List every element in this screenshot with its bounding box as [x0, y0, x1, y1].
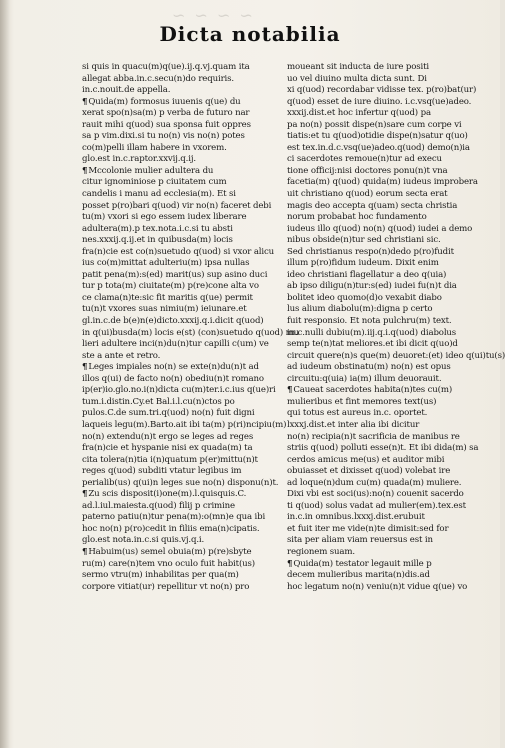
text-line: tur p tota(m) ciuitate(m) p(re)cone alta vo [82, 281, 259, 292]
text-line: decem mulieribus marita(n)dis.ad [287, 570, 430, 581]
text-line: cita tolera(n)tia i(n)quatum p(er)mittu(n)t [82, 454, 258, 465]
right-text-column [287, 62, 505, 593]
text-line: regionem suam. [287, 546, 355, 557]
text-line: lus alium diabolu(m):digna p certo [287, 304, 433, 315]
text-line: rauit mihi q(uod) sua sponsa fuit oppres [82, 119, 251, 130]
text-line: circuitu:q(uia) ia(m) illum deuorauit. [287, 373, 442, 384]
text-line: patit pena(m):s(ed) marit(us) sup asino duci [82, 269, 268, 280]
text-line: candelis i manu ad ecclesia(m). Et si [82, 189, 236, 200]
text-line: ip(er)io.glo.no.i(n)dicta cu(m)ter.i.c.ius q(ue)ri [82, 385, 276, 396]
text-line: in.c.nouit.de appella. [82, 85, 171, 96]
text-line: xerat spo(n)sa(m) p verba de futuro nar [82, 108, 250, 119]
text-line: sa p vim.dixi.si tu no(n) vis no(n) potes [82, 131, 245, 142]
text-line: tione officij:nisi doctores ponu(n)t vna [287, 165, 448, 176]
text-line: gl.in.c.de b(e)n(e)dicto.xxxij.q.i.dicit q(uod) [82, 316, 264, 327]
text-line: hoc no(n) p(ro)cedit in filiis ema(n)cipatis. [82, 523, 260, 534]
text-line: in.c.in omnibus.lxxxj.dist.erubuit [287, 512, 425, 523]
text-line: ad iudeum obstinatu(m) no(n) est opus [287, 362, 451, 373]
text-line: sermo vtru(m) inhabilitas per qua(m) [82, 570, 239, 581]
text-line: striis q(uod) polluti esse(n)t. Et ibi dida(m) sa [287, 443, 479, 454]
paragraph-start-line: ¶ Habuim(us) semel obuia(m) p(re)sbyte [82, 547, 275, 559]
text-line: tu(m) vxori si ego essem iudex liberare [82, 212, 247, 223]
text-line: norum probabat hoc fundamento [287, 212, 427, 223]
text-line: nes.xxxij.q.ij.et in quibusda(m) locis [82, 235, 233, 246]
gutter-shadow [0, 0, 10, 748]
text-line: perialib(us) q(ui)n leges sue no(n) disponu(n)t. [82, 477, 279, 488]
text-line: ad loque(n)dum cu(m) quada(m) muliere. [287, 477, 462, 488]
text-line: no(n) recipia(n)t sacrificia de manibus re [287, 431, 460, 442]
text-line: illos q(ui) de facto no(n) obediu(n)t romano [82, 373, 264, 384]
text-line: qui totus est aureus in.c. oportet. [287, 408, 428, 419]
text-line: xi q(uod) recordabar vidisse tex. p(ro)bat(ur) [287, 85, 477, 96]
text-line: tum.i.distin.Cy.et Bal.i.l.cu(n)ctos po [82, 396, 235, 407]
text-line: moueant sit inducta de iure positi [287, 62, 430, 72]
text-line: illum p(ro)fidum iudeum. Dixit enim [287, 258, 439, 269]
text-line: glo.est nota.in.c.si quis.vj.q.i. [82, 535, 205, 546]
paragraph-start-line: ¶ Quida(m) testator legauit mille p [287, 559, 483, 571]
text-line: obuiasset et dixisset q(uod) volebat ire [287, 466, 451, 477]
text-line: pa no(n) possit dispe(n)sare cum corpe vi [287, 119, 462, 130]
text-line: citur ignominiose p ciuitatem cum [82, 177, 227, 188]
text-line: fra(n)cie est co(n)suetudo q(uod) si vxor alicu [82, 246, 275, 257]
text-line: fuit responsio. Et nota pulchru(m) text. [287, 316, 452, 327]
text-line: in.c.nulli dubiu(m).iij.q.i.q(uod) diabolus [287, 327, 457, 338]
text-line: in q(ui)busda(m) locis e(st) (con)suetudo q(uod) mu [82, 327, 300, 338]
text-line: co(m)pelli illam habere in vxorem. [82, 142, 227, 153]
text-line: allegat abba.in.c.secu(n)do requiris. [82, 73, 234, 84]
text-line: semp te(n)tat meliores.et ibi dicit q(uo)d [287, 339, 458, 350]
text-line: lxxxj.dist.et inter alia ibi dicitur [287, 419, 420, 430]
text-line: ideo christiani flagellatur a deo q(uia) [287, 269, 447, 280]
text-line: posset p(ro)bari q(uod) vir no(n) faceret debi [82, 200, 272, 211]
text-line: corpore vitiat(ur) repellitur vt no(n) pro [82, 581, 250, 592]
text-line: sita per aliam viam reuersus est in [287, 535, 433, 546]
text-line: facetia(m) q(uod) quida(m) iudeus improbera [287, 177, 478, 188]
text-line: Dixi vbi est soci(us):no(n) couenit sacerdo [287, 489, 464, 500]
paragraph-start-line: ¶ Quida(m) formosus iuuenis q(ue) du [82, 97, 275, 109]
text-line: lieri adultere inci(n)du(n)tur capilli c(um) ve [82, 339, 269, 350]
text-line: nibus obside(n)tur sed christiani sic. [287, 235, 441, 246]
text-line: ru(m) care(n)tem vno oculo fuit habit(us) [82, 558, 256, 569]
text-line: ius co(m)mittat adulteriu(m) ipsa nullas [82, 258, 250, 269]
text-line: pulos.C.de sum.tri.q(uod) no(n) fuit digni [82, 408, 255, 419]
text-line: ad.l.iul.maiesta.q(uod) filij p crimine [82, 500, 235, 511]
text-line: mulieribus et fint memores text(us) [287, 396, 437, 407]
text-line: reges q(uod) subditi vtatur legibus im [82, 466, 242, 477]
paragraph-start-line: ¶ Leges impiales no(n) se exte(n)du(n)t ad [82, 362, 275, 374]
bleed-through-text: ~ ~ ~ ~ [170, 6, 253, 25]
text-line: xxxij.dist.et hoc infertur q(uod) pa [287, 108, 431, 119]
text-line: Sed christianus respo(n)dedo p(ro)fudit [287, 246, 454, 257]
text-line: adultera(m).p tex.nota.i.c.si tu absti [82, 223, 233, 234]
text-line: magis deo accepta q(uam) secta christia [287, 200, 458, 211]
text-line: ste a ante et retro. [82, 350, 161, 361]
text-line: uit christiano q(uod) eorum secta erat [287, 189, 448, 200]
text-line: paterno patiu(n)tur pena(m):o(mn)e qua ibi [82, 512, 266, 523]
paragraph-start-line: ¶ Zu scis disposit(i)one(m).l.quisquis.C. [82, 489, 275, 501]
paragraph-start-line: ¶ Mccolonie mulier adultera du [82, 166, 275, 178]
text-line: uo vel diuino multa dicta sunt. Di [287, 73, 427, 84]
text-line: ci sacerdotes remoue(n)tur ad execu [287, 154, 442, 165]
text-line: et fuit iter me vide(n)te dimisit:sed for [287, 523, 449, 534]
text-line: bolitet ideo quomo(d)o vexabit diabo [287, 292, 442, 303]
text-line: ab ipso diligu(n)tur:s(ed) iudei fu(n)t dia [287, 281, 457, 292]
text-line: ti q(uod) solus vadat ad mulier(em).tex.est [287, 500, 466, 511]
text-line: no(n) extendu(n)t ergo se leges ad reges [82, 431, 254, 442]
text-line: iudeus illo q(uod) no(n) q(uod) iudei a demo [287, 223, 473, 234]
left-text-column [82, 62, 300, 593]
text-line: laqueis legu(m).Barto.ait ibi ta(m) p(ri)ncipiu(m) [82, 419, 287, 430]
text-line: hoc legatum no(n) veniu(n)t vidue q(ue) vo [287, 581, 468, 592]
text-line: tiatis:et tu q(uod)otidie dispe(n)satur q(uo) [287, 131, 468, 142]
text-line: fra(n)cie et hyspanie nisi ex quada(m) ta [82, 443, 253, 454]
page-title: Dicta notabilia [159, 22, 341, 46]
text-line: ce clama(n)te:sic fit maritis q(ue) permit [82, 292, 253, 303]
text-line: circuit quere(n)s que(m) deuoret:(et) ideo q(ui)tu(s) [287, 350, 505, 361]
text-line: si quis in quacu(m)q(ue).ij.q.vj.quam ita [82, 62, 250, 72]
paragraph-start-line: ¶ Caueat sacerdotes habita(n)tes cu(m) [287, 385, 483, 397]
text-line: tu(n)t vxores suas nimiu(m) ieiunare.et [82, 304, 247, 315]
text-line: est tex.in.d.c.vsq(ue)adeo.q(uod) demo(n)ia [287, 142, 470, 153]
text-line: q(uod) esset de iure diuino. i.c.vsq(ue)adeo. [287, 96, 472, 107]
text-line: glo.est in.c.raptor.xxvij.q.ij. [82, 154, 196, 165]
text-line: cerdos amicus me(us) et auditor mibi [287, 454, 445, 465]
